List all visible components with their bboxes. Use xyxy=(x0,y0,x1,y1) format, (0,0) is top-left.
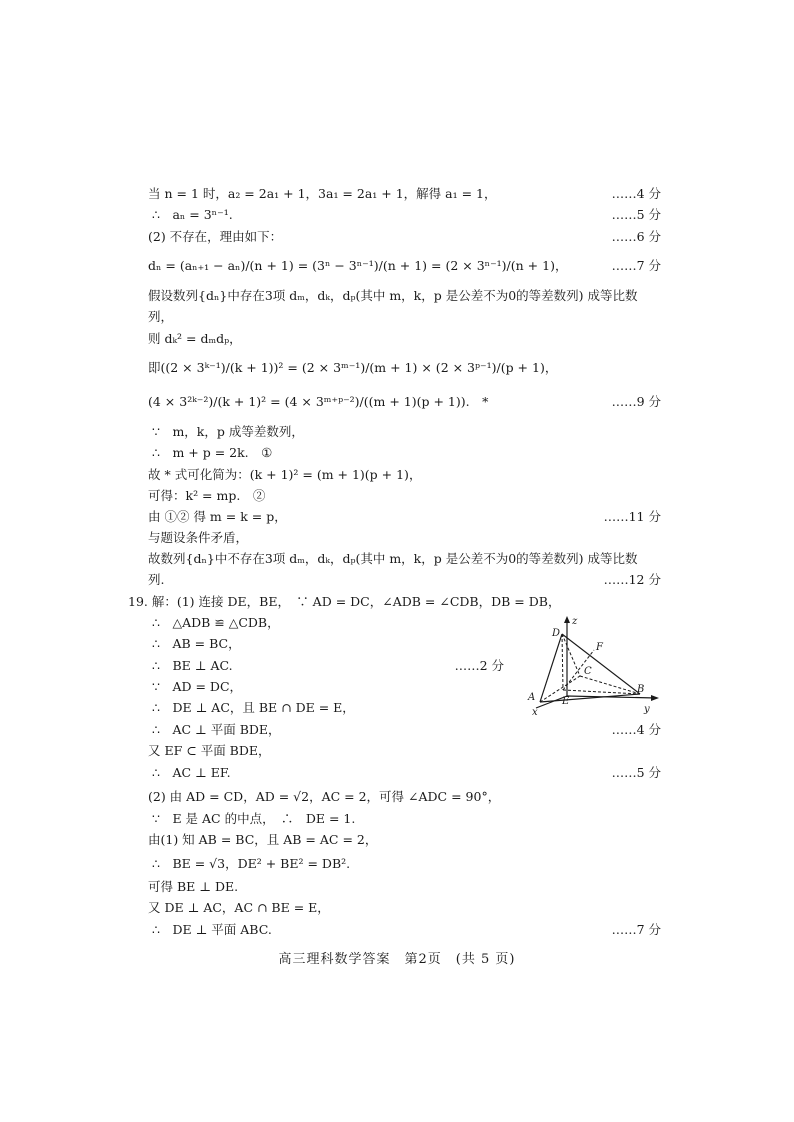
edge-AB xyxy=(540,694,640,702)
line-15: 与题设条件矛盾， xyxy=(148,530,249,545)
line-20: ∴ AB = BC， xyxy=(152,636,241,651)
score-2: ……5 分 xyxy=(611,207,661,222)
label-E: E xyxy=(562,696,570,707)
line-14: 由 ①② 得 m = k = p， xyxy=(148,509,287,524)
line-2: ∴ aₙ = 3ⁿ⁻¹. xyxy=(152,207,233,222)
label-A: A xyxy=(528,692,536,703)
line-22: ∵ AD = DC， xyxy=(152,679,243,694)
score-9: ……9 分 xyxy=(611,394,661,409)
line-10: ∵ m，k，p 成等差数列， xyxy=(152,424,304,439)
label-B: B xyxy=(637,684,645,695)
line-3: (2) 不存在，理由如下： xyxy=(148,229,283,244)
score-26: ……5 分 xyxy=(611,765,661,780)
line-19: ∴ △ADB ≌ △CDB， xyxy=(152,615,280,630)
line-18: 19. 解：(1) 连接 DE，BE， ∵ AD = DC，∠ADB = ∠CDB，DB = DB， xyxy=(128,594,561,609)
line-27: (2) 由 AD = CD，AD = √2，AC = 2，可得 ∠ADC = 90°， xyxy=(148,789,501,804)
line-8: 即((2 × 3ᵏ⁻¹)/(k + 1))² = (2 × 3ᵐ⁻¹)/(m + 1) × (2 × 3ᵖ⁻¹)/(p + 1)， xyxy=(148,360,558,375)
edge-DA xyxy=(540,634,562,702)
z-arrow xyxy=(564,616,570,623)
line-17: 列. xyxy=(148,572,165,587)
line-23: ∴ DE ⊥ AC，且 BE ∩ DE = E， xyxy=(152,700,355,715)
score-3: ……6 分 xyxy=(611,229,661,244)
label-F: F xyxy=(596,642,603,653)
line-32: 又 DE ⊥ AC，AC ∩ BE = E， xyxy=(148,900,330,915)
score-21: ……2 分 xyxy=(454,658,504,673)
geometry-figure xyxy=(520,614,665,716)
line-25: 又 EF ⊂ 平面 BDE， xyxy=(148,743,271,758)
label-y: y xyxy=(644,704,650,715)
line-4: dₙ = (aₙ₊₁ − aₙ)/(n + 1) = (3ⁿ − 3ⁿ⁻¹)/(n + 1) = (2 × 3ⁿ⁻¹)/(n + 1)， xyxy=(148,258,568,273)
line-33: ∴ DE ⊥ 平面 ABC. xyxy=(152,922,272,937)
line-5: 假设数列{dₙ}中存在3项 dₘ，dₖ，dₚ(其中 m，k，p 是公差不为0的等差数列) 成等比数 xyxy=(148,288,638,303)
line-11: ∴ m + p = 2k. ① xyxy=(152,445,273,460)
score-24: ……4 分 xyxy=(611,722,661,737)
label-x: x xyxy=(532,707,538,716)
line-24: ∴ AC ⊥ 平面 BDE， xyxy=(152,722,281,737)
line-30: ∴ BE = √3，DE² + BE² = DB². xyxy=(152,856,351,871)
y-arrow xyxy=(651,695,659,701)
label-C: C xyxy=(584,666,592,677)
line-16: 故数列{dₙ}中不存在3项 dₘ，dₖ，dₚ(其中 m，k，p 是公差不为0的等差数列) 成等比数 xyxy=(148,551,638,566)
line-12: 故 * 式可化简为：(k + 1)² = (m + 1)(p + 1)， xyxy=(148,467,422,482)
page-footer: 高三理科数学答案 第2页 (共 5 页) xyxy=(278,952,516,967)
score-33: ……7 分 xyxy=(611,922,661,937)
label-D: D xyxy=(552,628,561,639)
line-28: ∵ E 是 AC 的中点， ∴ DE = 1. xyxy=(152,811,356,826)
line-29: 由(1) 知 AB = BC，且 AB = AC = 2， xyxy=(148,832,378,847)
line-13: 可得：k² = mp. ② xyxy=(148,488,266,503)
line-9: (4 × 3²ᵏ⁻²)/(k + 1)² = (4 × 3ᵐ⁺ᵖ⁻²)/((m + 1)(p + 1)). * xyxy=(148,394,489,409)
score-17: ……12 分 xyxy=(603,572,661,587)
line-6: 列， xyxy=(148,309,174,324)
line-26: ∴ AC ⊥ EF. xyxy=(152,765,231,780)
line-31: 可得 BE ⊥ DE. xyxy=(148,879,239,894)
edge-DE xyxy=(562,634,563,690)
line-1: 当 n = 1 时，a₂ = 2a₁ + 1，3a₁ = 2a₁ + 1，解得 a₁ = 1， xyxy=(148,186,497,201)
score-1: ……4 分 xyxy=(611,186,661,201)
label-z: z xyxy=(572,616,578,627)
score-4: ……7 分 xyxy=(611,258,661,273)
line-7: 则 dₖ² = dₘdₚ， xyxy=(148,331,242,346)
score-14: ……11 分 xyxy=(603,509,661,524)
line-21: ∴ BE ⊥ AC. xyxy=(152,658,233,673)
